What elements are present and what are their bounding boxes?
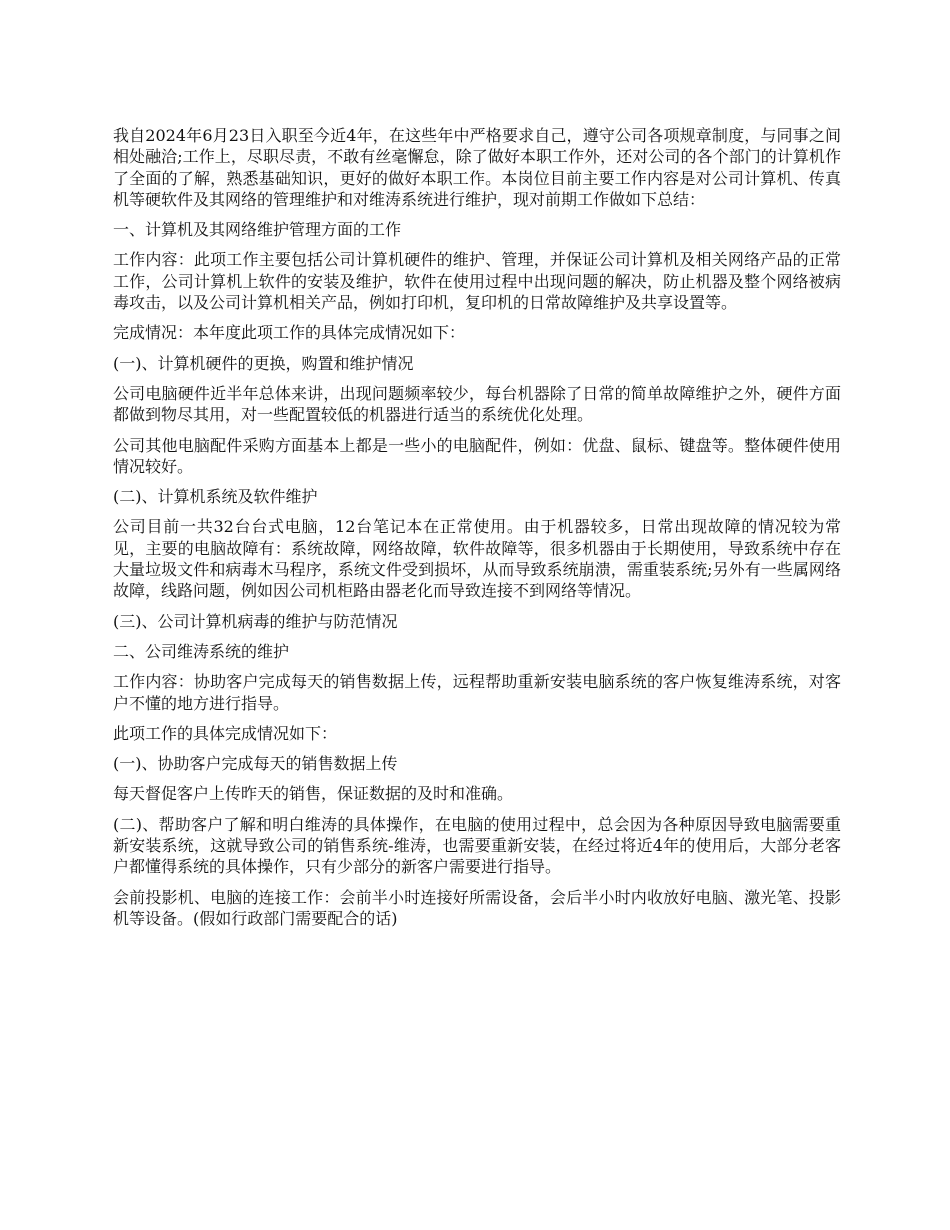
subheading-sales-upload: (一)、协助客户完成每天的销售数据上传 xyxy=(113,754,398,774)
section-heading-weitao: 二、公司维涛系统的维护 xyxy=(113,641,290,661)
document-body xyxy=(113,125,841,938)
projector-paragraph: 会前投影机、电脑的连接工作：会前半小时连接好所需设备，会后半小时内收放好电脑、激光笔、投影机等设备。(假如行政部门需要配合的话) xyxy=(113,887,841,928)
hardware-paragraph: 公司电脑硬件近半年总体来讲，出现问题频率较少，每台机器除了日常的简单故障维护之外，硬件方面都做到物尽其用，对一些配置较低的机器进行适当的系统优化处理。 xyxy=(113,383,841,425)
intro-paragraph: 我自2024年6月23日入职至今近4年，在这些年中严格要求自己，遵守公司各项规章制度，与同事之间相处融洽;工作上，尽职尽责，不敢有丝毫懈怠，除了做好本职工作外，还对公司的各个部门的计算机作了全面的了解，熟悉基础知识，更好的做好本职工作。本岗位目前主要工作内容是对公司计算机、传真机等硬软件及其网络的管理维护和对维涛系统进行维护，现对前期工作做如下总结： xyxy=(113,126,841,209)
weitao-operation-paragraph: (二)、帮助客户了解和明白维涛的具体操作，在电脑的使用过程中，总会因为各种原因导致电脑需要重新安装系统，这就导致公司的销售系统-维涛，也需要重新安装，在经过将近4年的使用后，大部分老客户都懂得系统的具体操作，只有少部分的新客户需要进行指导。 xyxy=(113,814,841,877)
sales-upload-paragraph: 每天督促客户上传昨天的销售，保证数据的及时和准确。 xyxy=(113,784,514,804)
completion-status-paragraph: 完成情况：本年度此项工作的具体完成情况如下： xyxy=(113,323,466,343)
work-content-paragraph: 工作内容：此项工作主要包括公司计算机硬件的维护、管理，并保证公司计算机及相关网络产品的正常工作，公司计算机上软件的安装及维护，软件在使用过程中出现问题的解决，防止机器及整个网络被病毒攻击，以及公司计算机相关产品，例如打印机，复印机的日常故障维护及共享设置等。 xyxy=(113,250,841,313)
software-paragraph: 公司目前一共32台台式电脑，12台笔记本在正常使用。由于机器较多，日常出现故障的情况较为常见，主要的电脑故障有：系统故障，网络故障，软件故障等，很多机器由于长期使用，导致系统中存在大量垃圾文件和病毒木马程序，系统文件受到损坏，从而导致系统崩溃，需重装系统;另外有一些属网络故障，线路问题，例如因公司机柜路由器老化而导致连接不到网络等情况。 xyxy=(113,517,841,601)
subheading-virus: (三)、公司计算机病毒的维护与防范情况 xyxy=(113,611,398,631)
weitao-completion-paragraph: 此项工作的具体完成情况如下： xyxy=(113,723,338,743)
section-heading-network-maintenance: 一、计算机及其网络维护管理方面的工作 xyxy=(113,220,402,240)
subheading-software: (二)、计算机系统及软件维护 xyxy=(113,487,318,507)
weitao-work-content-paragraph: 工作内容：协助客户完成每天的销售数据上传，远程帮助重新安装电脑系统的客户恢复维涛系统，对客户不懂的地方进行指导。 xyxy=(113,672,841,713)
subheading-hardware: (一)、计算机硬件的更换，购置和维护情况 xyxy=(113,353,414,373)
accessories-paragraph: 公司其他电脑配件采购方面基本上都是一些小的电脑配件，例如：优盘、鼠标、键盘等。整体硬件使用情况较好。 xyxy=(113,435,841,476)
